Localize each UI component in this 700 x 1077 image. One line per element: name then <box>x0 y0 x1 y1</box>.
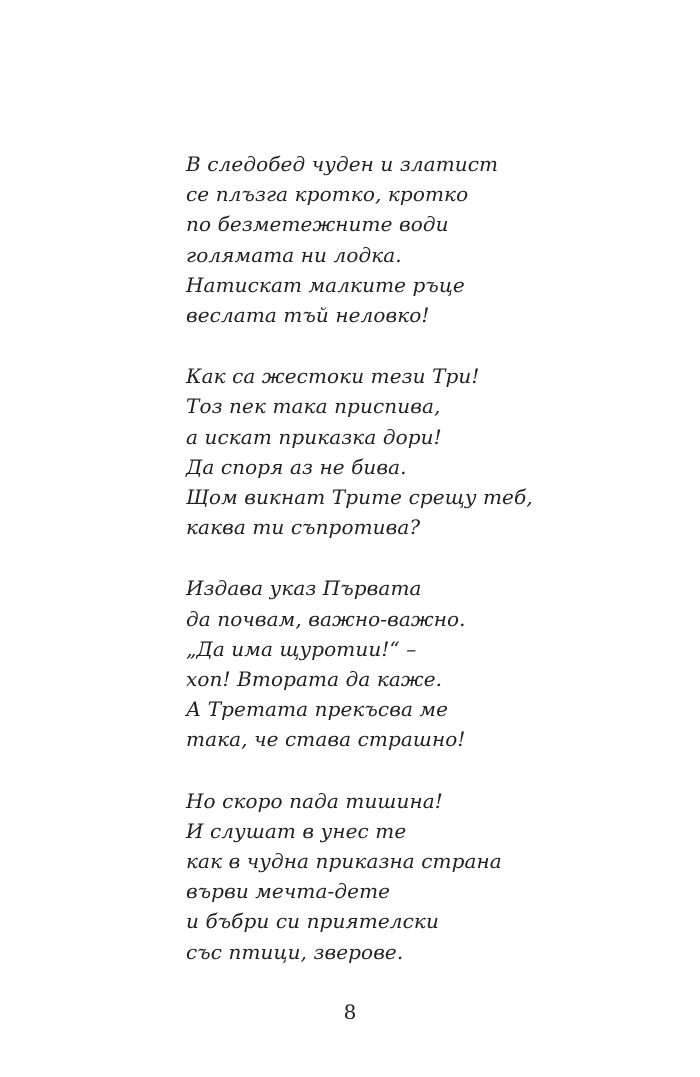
poem-line: хоп! Втората да каже. <box>186 667 443 692</box>
poem-line: А Третата прекъсва ме <box>186 697 449 722</box>
poem-line: а искат приказка дори! <box>186 424 442 449</box>
poem-line: върви мечта-дете <box>186 879 391 904</box>
stanza-2 <box>186 361 666 542</box>
poem-line: по безметежните води <box>186 212 449 237</box>
poem-line: Издава указ Първата <box>186 576 422 601</box>
poem-line: Тоз пек така приспива, <box>186 394 441 419</box>
poem-line: така, че става страшно! <box>186 727 466 752</box>
poem-line: и бъбри си приятелски <box>186 909 439 934</box>
poem-line: Да споря аз не бива. <box>186 454 407 479</box>
poem-line: Натискат малките ръце <box>186 272 465 297</box>
poem-line: В следобед чуден и златист <box>186 152 499 176</box>
poem-line: Но скоро пада тишина! <box>186 788 443 813</box>
poem-line: със птици, зверове. <box>186 939 404 964</box>
poem <box>186 149 666 998</box>
poem-line: да почвам, важно-важно. <box>186 606 466 631</box>
stanza-3 <box>186 573 666 754</box>
poem-line: се плъзга кротко, кротко <box>186 182 469 207</box>
page-number: 8 <box>343 1000 357 1024</box>
poem-line: Щом викнат Трите срещу теб, <box>186 485 533 510</box>
poem-line: как в чудна приказна страна <box>186 849 502 874</box>
stanza-1 <box>186 149 666 330</box>
stanza-4 <box>186 786 666 967</box>
poem-line: И слушат в унес те <box>186 818 407 843</box>
poem-line: голямата ни лодка. <box>186 242 402 267</box>
poem-line: „Да има щуротии!“ – <box>186 636 417 661</box>
poem-line: веслата тъй неловко! <box>186 303 430 328</box>
poem-line: Как са жестоки тези Три! <box>186 364 480 389</box>
poem-line: каква ти съпротива? <box>186 515 421 540</box>
